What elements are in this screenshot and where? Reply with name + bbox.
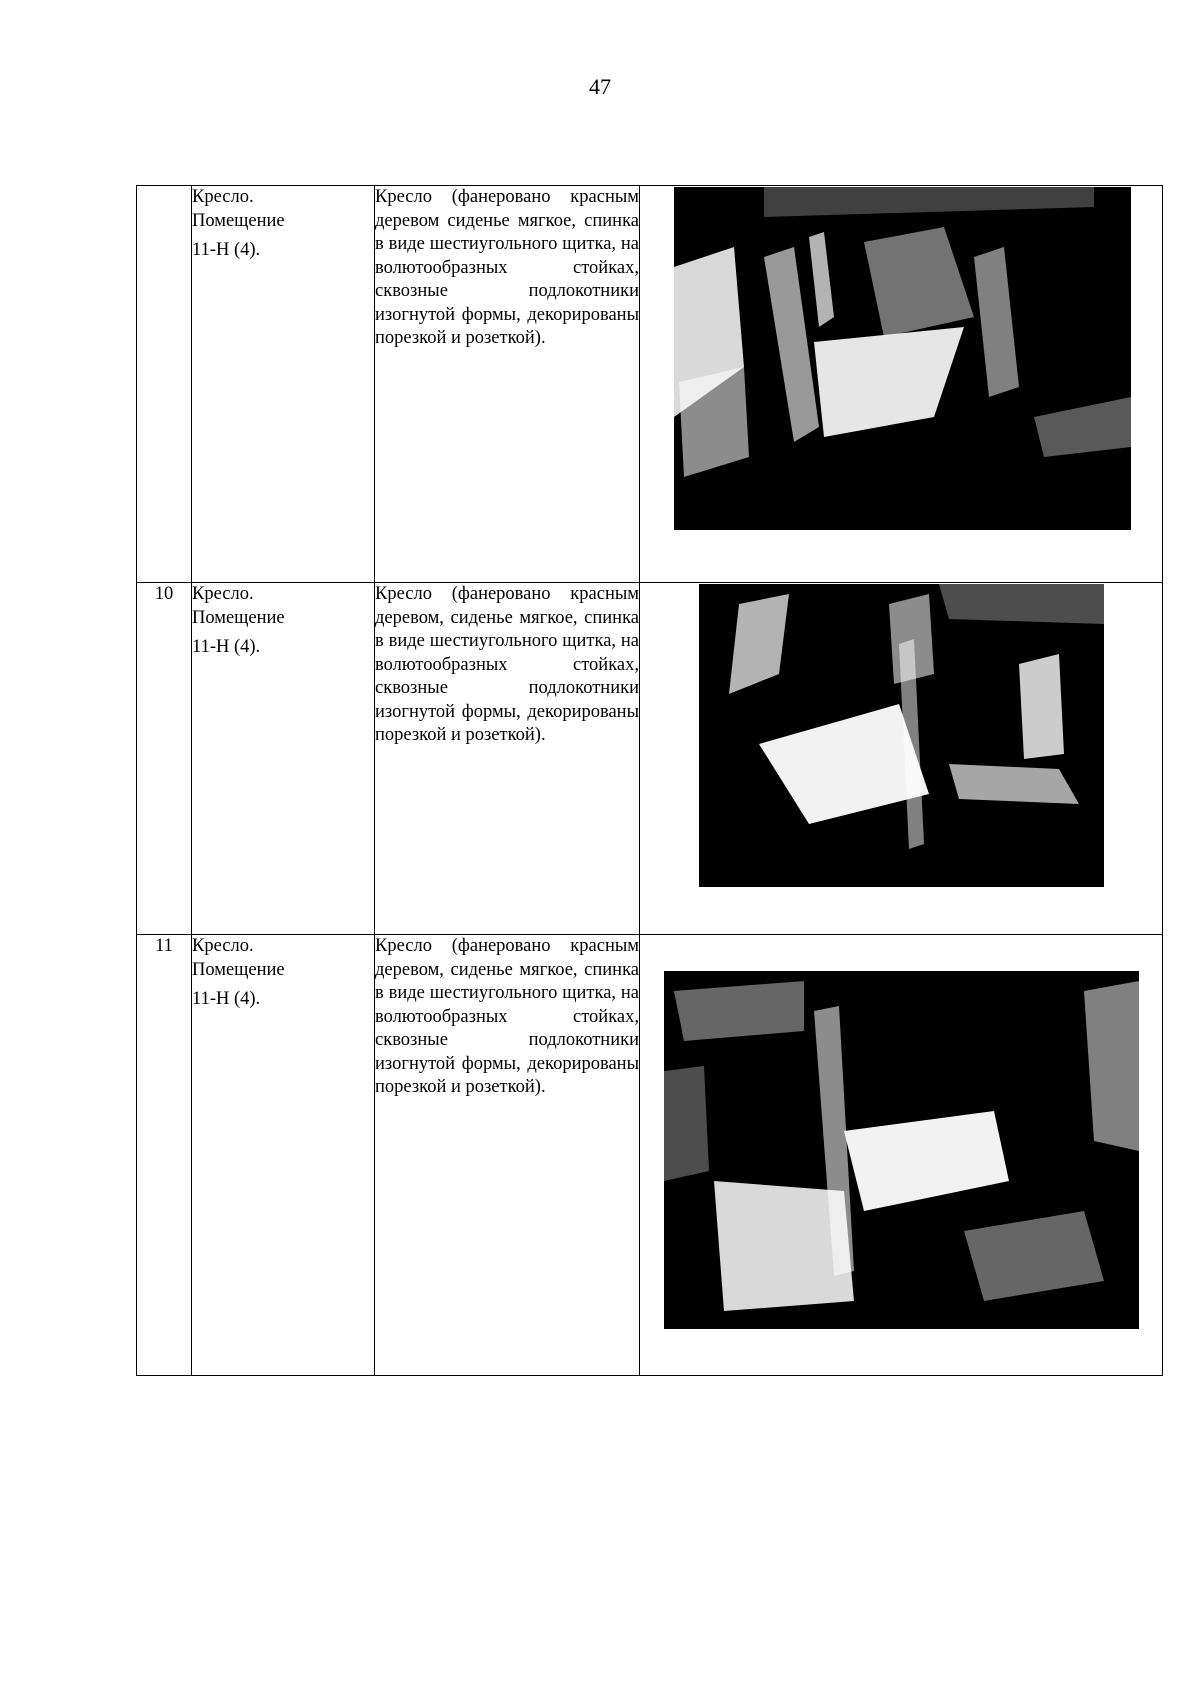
page-number: 47 — [589, 74, 611, 99]
item-name: Кресло. — [192, 936, 254, 956]
chair-photo — [674, 187, 1131, 530]
item-description: Кресло (фанеровано красным деревом, сиденье мягкое, спинка в виде шестиугольного щитка, на волютообразных стойках, сквозные подлокотники изогнутой формы, декорированы порезкой и розеткой). — [375, 583, 640, 935]
item-name-cell — [192, 583, 375, 935]
photo-cell — [640, 186, 1163, 583]
item-name-cell — [192, 186, 375, 583]
room-code: 11-Н (4). — [192, 240, 261, 260]
chair-photo — [664, 971, 1139, 1329]
inventory-table — [136, 185, 1163, 1376]
chair-photo — [699, 584, 1104, 887]
photo-cell — [640, 935, 1163, 1376]
room-label: Помещение — [192, 607, 285, 628]
item-name-cell — [192, 935, 375, 1376]
room-label: Помещение — [192, 959, 285, 980]
row-number: 11 — [137, 935, 192, 1376]
room-code: 11-Н (4). — [192, 637, 261, 657]
room-code: 11-Н (4). — [192, 989, 261, 1009]
item-description: Кресло (фанеровано красным деревом, сиденье мягкое, спинка в виде шестиугольного щитка, на волютообразных стойках, сквозные подлокотники изогнутой формы, декорированы порезкой и розеткой). — [375, 935, 640, 1376]
row-number — [137, 186, 192, 583]
item-description: Кресло (фанеровано красным деревом сиденье мягкое, спинка в виде шестиугольного щитка, на волютообразных стойках, сквозные подлокотники изогнутой формы, декорированы порезкой и розеткой). — [375, 186, 640, 583]
table-row — [137, 583, 1163, 935]
room-label: Помещение — [192, 210, 285, 231]
table-row — [137, 186, 1163, 583]
table-row — [137, 935, 1163, 1376]
photo-cell — [640, 583, 1163, 935]
item-name: Кресло. — [192, 187, 254, 207]
item-name: Кресло. — [192, 584, 254, 604]
row-number: 10 — [137, 583, 192, 935]
